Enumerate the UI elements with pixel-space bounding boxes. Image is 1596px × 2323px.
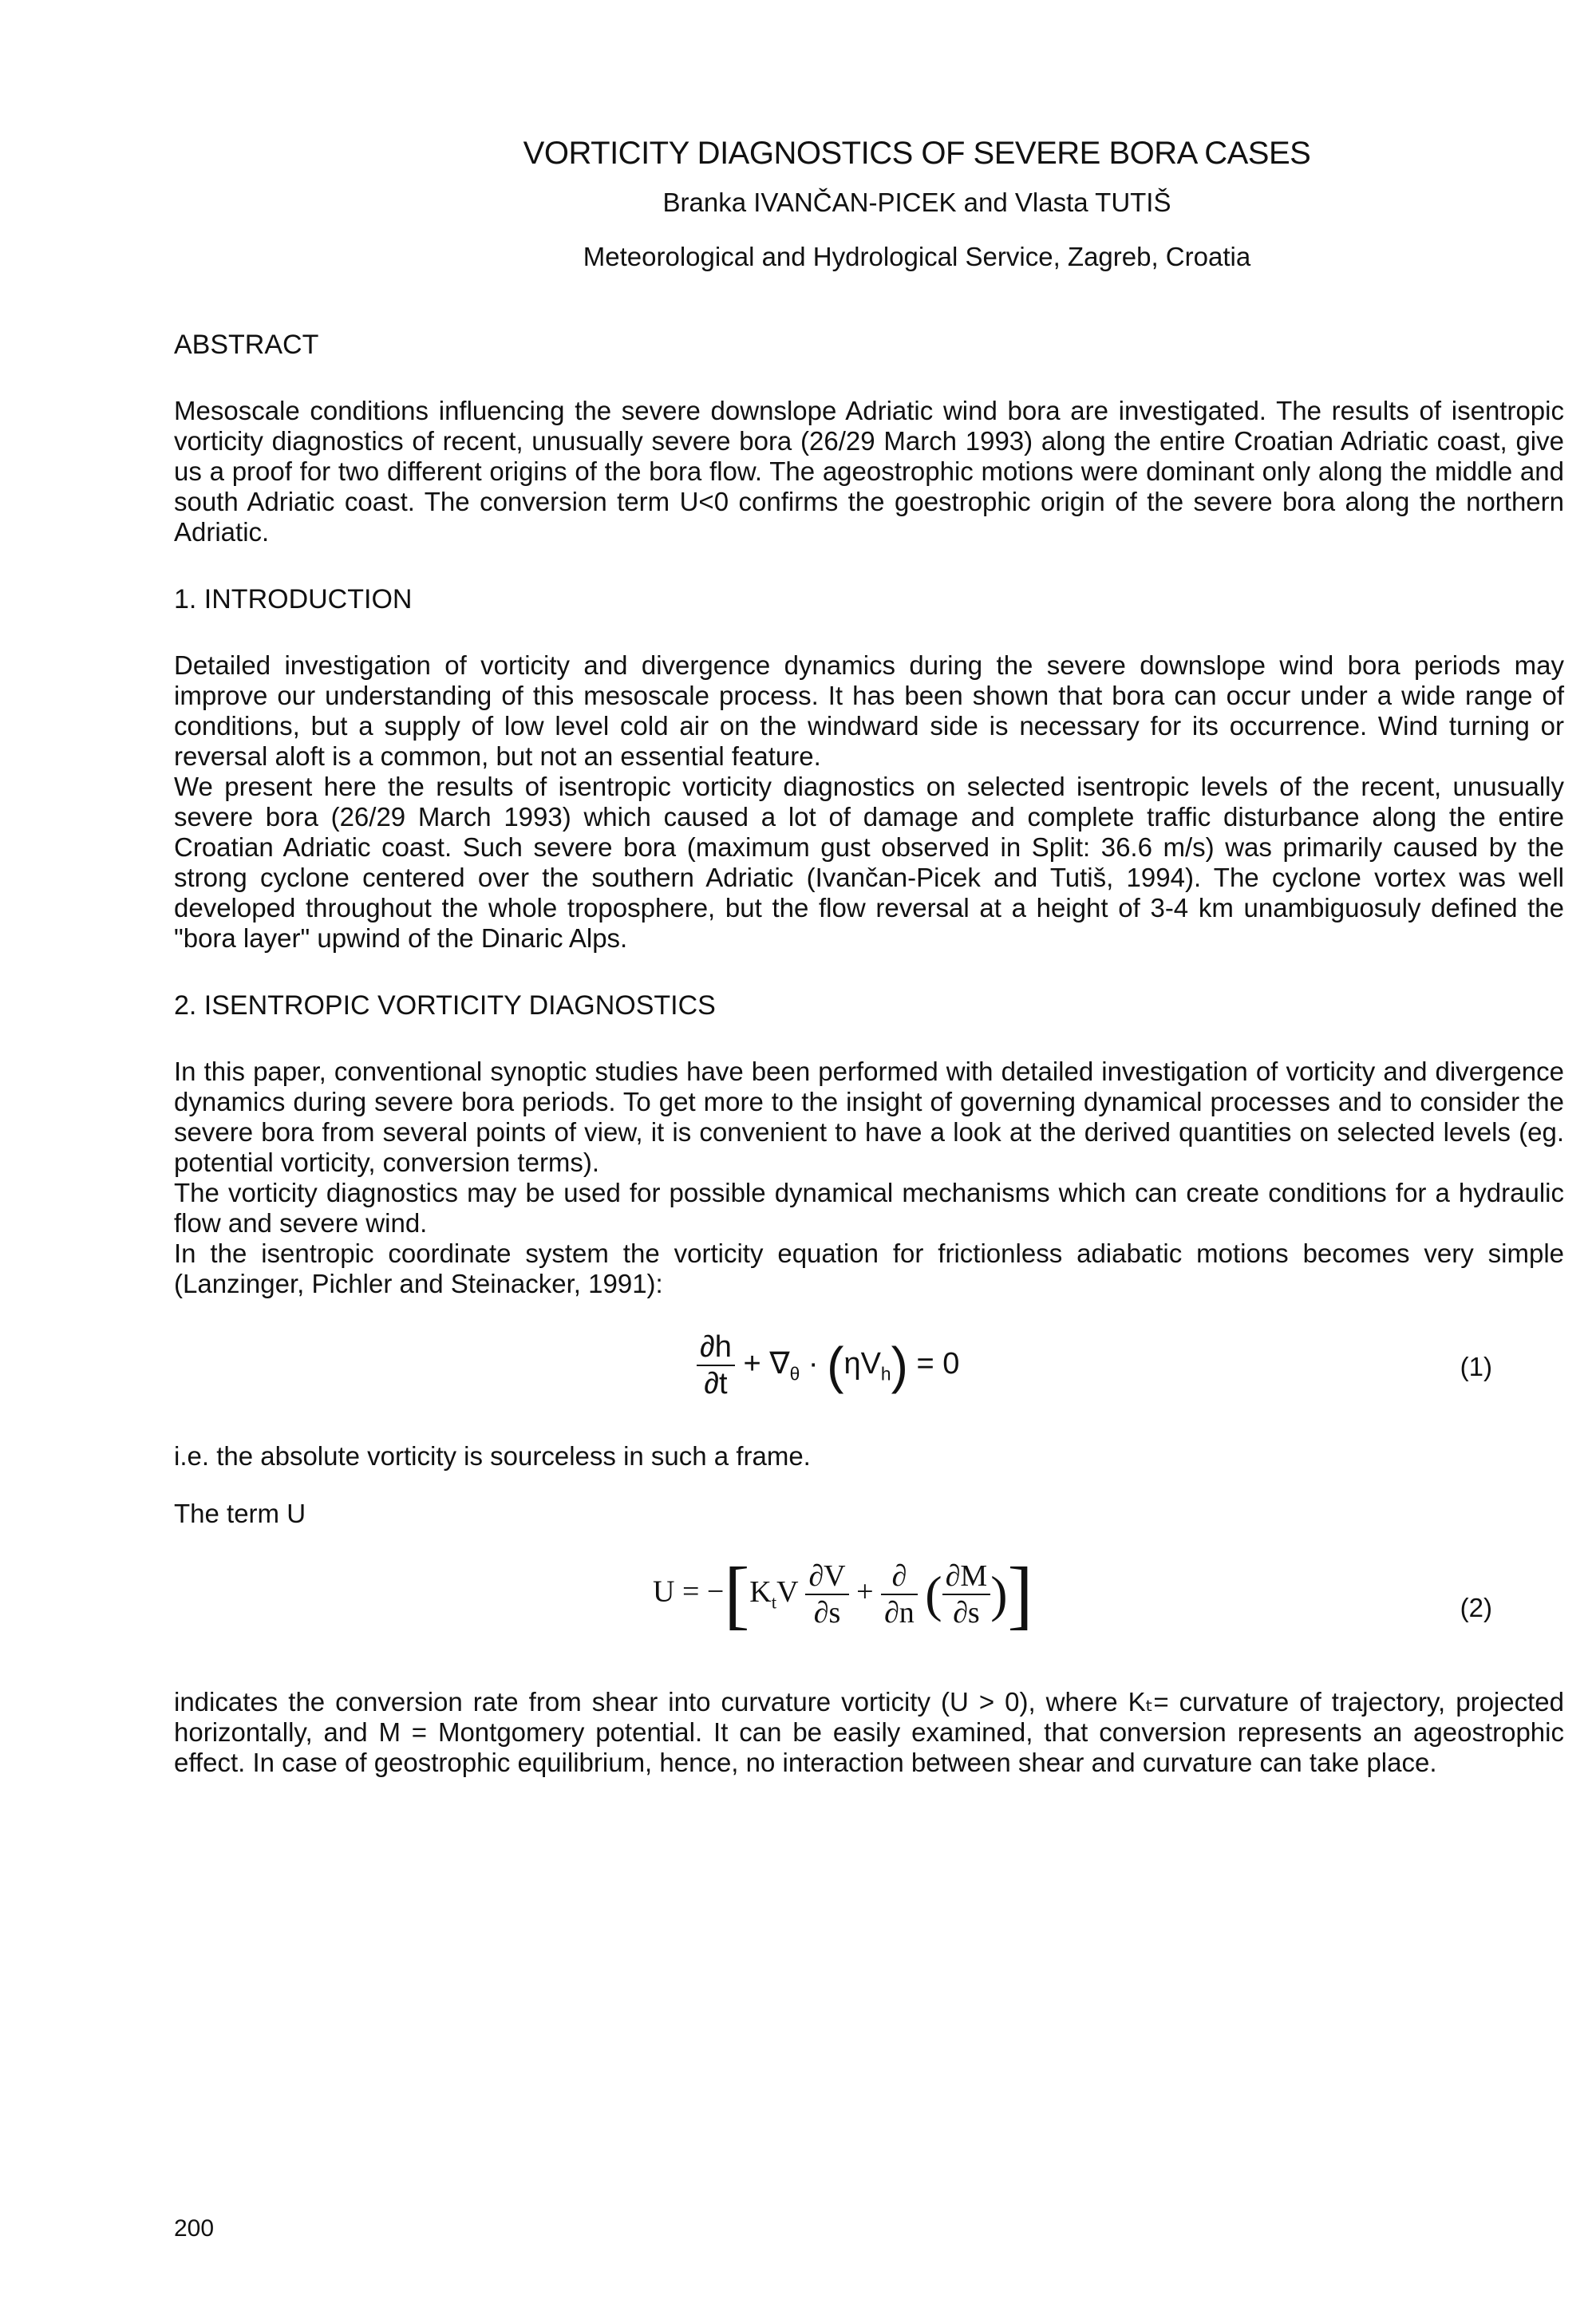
paper-authors: Branka IVANČAN-PICEK and Vlasta TUTIŠ	[662, 188, 1171, 217]
section-1-paragraph-1: Detailed investigation of vorticity and divergence dynamics during the severe downslope wind bora periods may improve our understanding of this mesoscale process. It has been shown that bora can occur under a wide range of conditions, but a supply of low level cold air on the windward side is necessary for its occurrence. Wind turning or reversal aloft is a common, but not an essential feature.	[174, 650, 1564, 771]
after-equation-2-text: indicates the conversion rate from shear into curvature vorticity (U > 0), where Kₜ= curvature of trajectory, projected horizontally, and M = Montgomery potential. It can be easily examined, that conversion represents an ageostrophic effect. In case of geostrophic equilibrium, hence, no interaction between shear and curvature can take place.	[174, 1687, 1564, 1777]
equation-1-number: (1)	[1460, 1352, 1492, 1381]
section-2-paragraph-2: The vorticity diagnostics may be used for possible dynamical mechanisms which can create conditions for a hydraulic flow and severe wind.	[174, 1178, 1564, 1238]
section-1-heading: 1. INTRODUCTION	[174, 584, 413, 614]
section-2-heading: 2. ISENTROPIC VORTICITY DIAGNOSTICS	[174, 990, 716, 1021]
term-u-intro: The term U	[174, 1499, 306, 1528]
section-1-paragraph-2: We present here the results of isentropic vorticity diagnostics on selected isentropic levels of the recent, unusually severe bora (26/29 March 1993) which caused a lot of damage and complete traffic disturbance along the entire Croatian Adriatic coast. Such severe bora (maximum gust observed in Split: 36.6 m/s) was primarily caused by the strong cyclone centered over the southern Adriatic (Ivančan-Picek and Tutiš, 1994). The cyclone vortex was well developed throughout the whole troposphere, but the flow reversal at a height of 3-4 km unambiguosuly defined the "bora layer" upwind of the Dinaric Alps.	[174, 772, 1564, 953]
after-equation-1-text: i.e. the absolute vorticity is sourceless in such a frame.	[174, 1441, 811, 1471]
equation-2-number: (2)	[1460, 1593, 1492, 1622]
abstract-heading: ABSTRACT	[174, 330, 319, 360]
abstract-text: Mesoscale conditions influencing the severe downslope Adriatic wind bora are investigated. The results of isentropic vorticity diagnostics of recent, unusually severe bora (26/29 March 1993) along the entire Croatian Adriatic coast, give us a proof for two different origins of the bora flow. The ageostrophic motions were dominant only along the middle and south Adriatic coast. The conversion term U<0 confirms the goestrophic origin of the severe bora along the northern Adriatic.	[174, 396, 1564, 547]
paper-page	[174, 136, 1564, 1778]
equation-1: $\frac{\partial h}{\partial t}$ + $\nabla_\theta \cdot (\eta V_h) = 0$	[697, 1329, 959, 1401]
section-2-paragraph-1: In this paper, conventional synoptic studies have been performed with detailed investigation of vorticity and divergence dynamics during severe bora periods. To get more to the insight of governing dynamical processes and to consider the severe bora from several points of view, it is convenient to have a look at the derived quantities on selected levels (eg. potential vorticity, conversion terms).	[174, 1057, 1564, 1177]
paper-title: VORTICITY DIAGNOSTICS OF SEVERE BORA CASES	[523, 136, 1311, 171]
section-2-paragraph-3: In the isentropic coordinate system the vorticity equation for frictionless adiabatic motions becomes very simple (Lanzinger, Pichler and Steinacker, 1991):	[174, 1239, 1564, 1298]
page-number: 200	[174, 2215, 215, 2242]
equation-1-row	[174, 1322, 1564, 1425]
paper-affiliation: Meteorological and Hydrological Service, Zagreb, Croatia	[583, 242, 1251, 271]
equation-2: $U = -[K_tV$ $\frac{\partial V}{\partial s}$ + $\frac{\partial}{\partial n}$ ( $\frac{\partial M}{\partial s}$ )]	[653, 1551, 1033, 1637]
equation-2-row	[174, 1551, 1564, 1671]
